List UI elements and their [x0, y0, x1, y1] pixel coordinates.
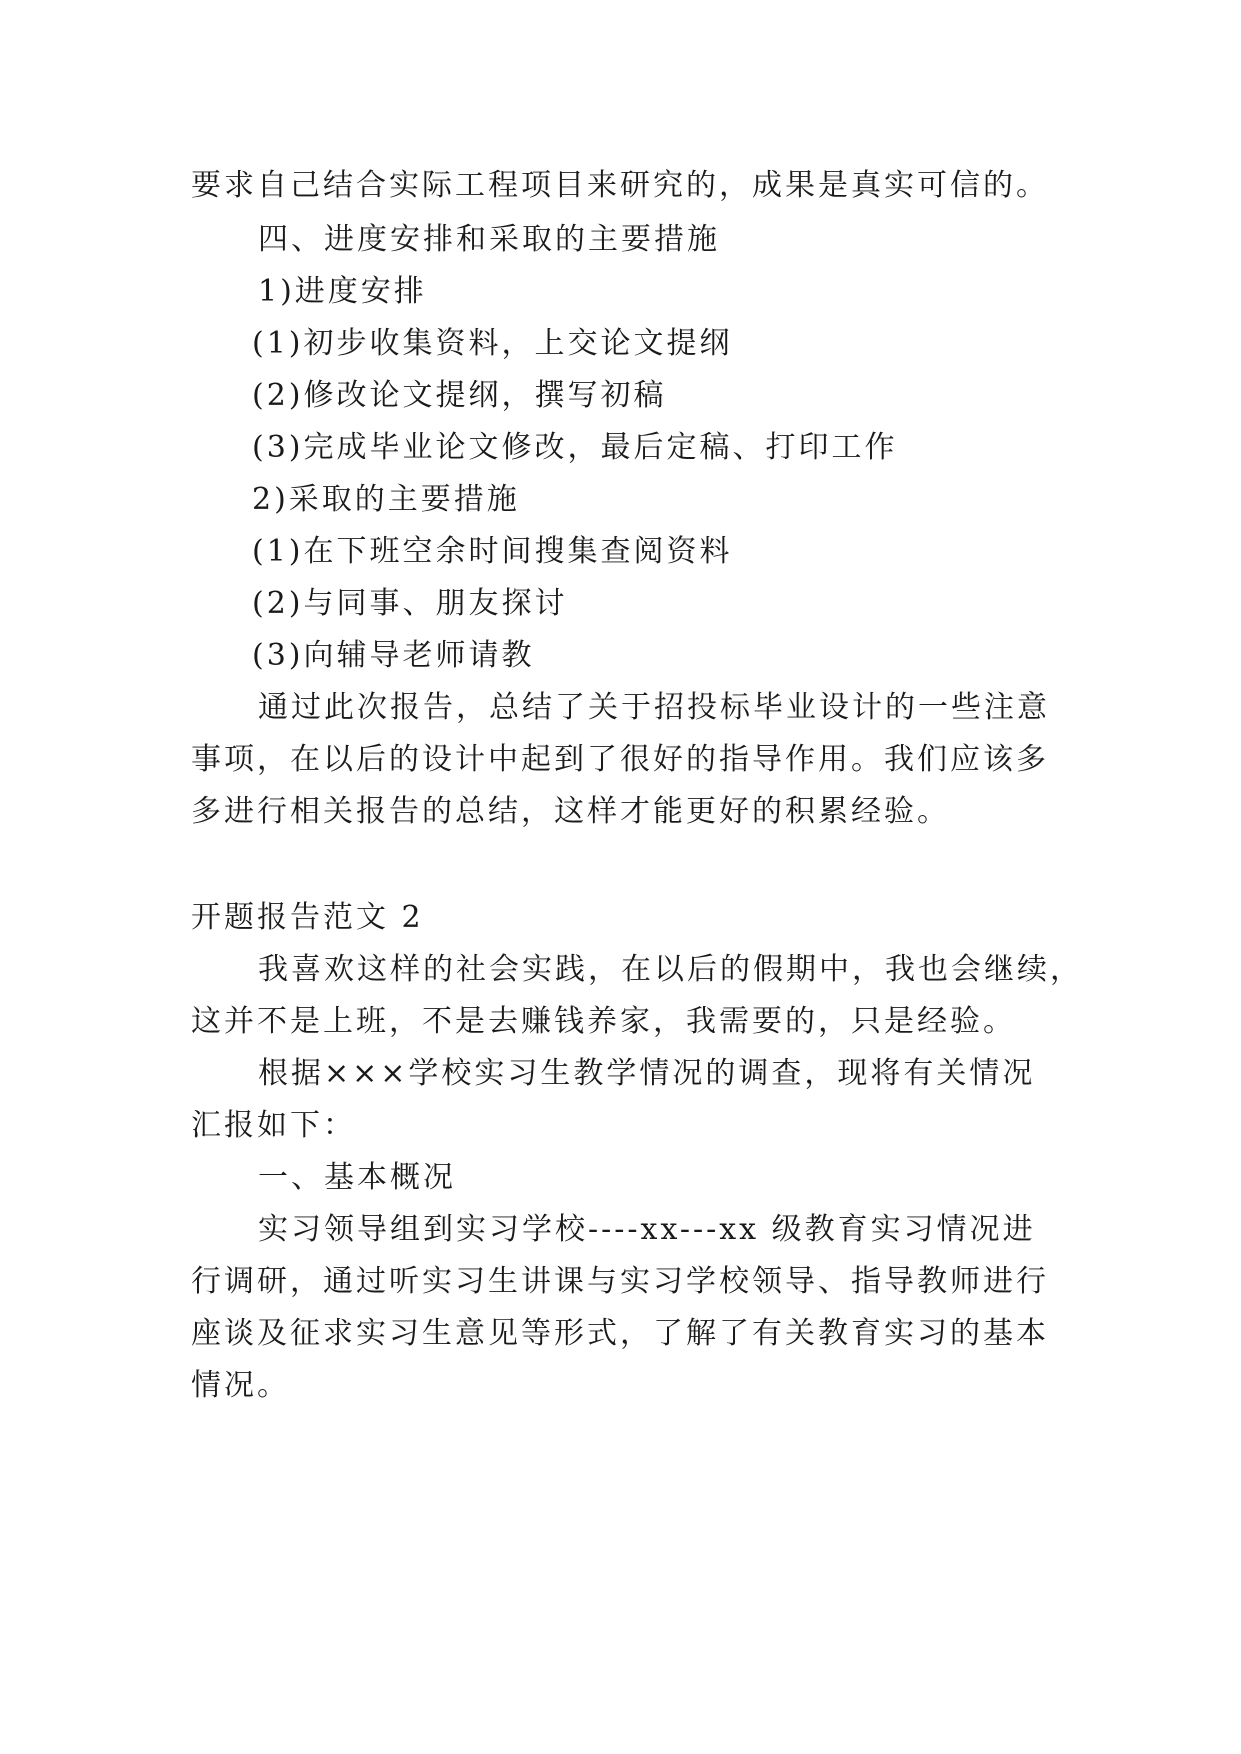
- section-heading: 一、基本概况: [258, 1160, 456, 1195]
- subsection-title: 1)进度安排: [258, 274, 427, 309]
- section-heading: 四、进度安排和采取的主要措施: [258, 222, 720, 257]
- paragraph-line: 我喜欢这样的社会实践，在以后的假期中，我也会继续，: [258, 952, 1083, 987]
- paragraph-line: 行调研，通过听实习生讲课与实习学校领导、指导教师进行: [191, 1264, 1049, 1299]
- paragraph-line: 事项，在以后的设计中起到了很好的指导作用。我们应该多: [191, 742, 1049, 777]
- list-item: (3)向辅导老师请教: [252, 638, 535, 673]
- paragraph-line: 这并不是上班，不是去赚钱养家，我需要的，只是经验。: [191, 1004, 1016, 1039]
- list-item: (1)在下班空余时间搜集查阅资料: [252, 534, 733, 569]
- paragraph-line: 座谈及征求实习生意见等形式，了解了有关教育实习的基本: [191, 1316, 1049, 1351]
- paragraph-line: 实习领导组到实习学校----xx---xx 级教育实习情况进: [258, 1212, 1036, 1247]
- list-item: (2)与同事、朋友探讨: [252, 586, 568, 621]
- paragraph-line: 要求自己结合实际工程项目来研究的，成果是真实可信的。: [191, 168, 1049, 203]
- subsection-title: 2)采取的主要措施: [252, 482, 520, 517]
- paragraph-line: 根据×××学校实习生教学情况的调查，现将有关情况: [258, 1056, 1036, 1091]
- list-item: (2)修改论文提纲，撰写初稿: [252, 378, 667, 413]
- section-title: 开题报告范文 2: [191, 900, 424, 935]
- paragraph-line: 汇报如下：: [191, 1108, 356, 1143]
- paragraph-line: 通过此次报告，总结了关于招投标毕业设计的一些注意: [258, 690, 1050, 725]
- list-item: (3)完成毕业论文修改，最后定稿、打印工作: [252, 430, 898, 465]
- list-item: (1)初步收集资料，上交论文提纲: [252, 326, 733, 361]
- paragraph-line: 多进行相关报告的总结，这样才能更好的积累经验。: [191, 794, 950, 829]
- paragraph-line: 情况。: [191, 1368, 290, 1403]
